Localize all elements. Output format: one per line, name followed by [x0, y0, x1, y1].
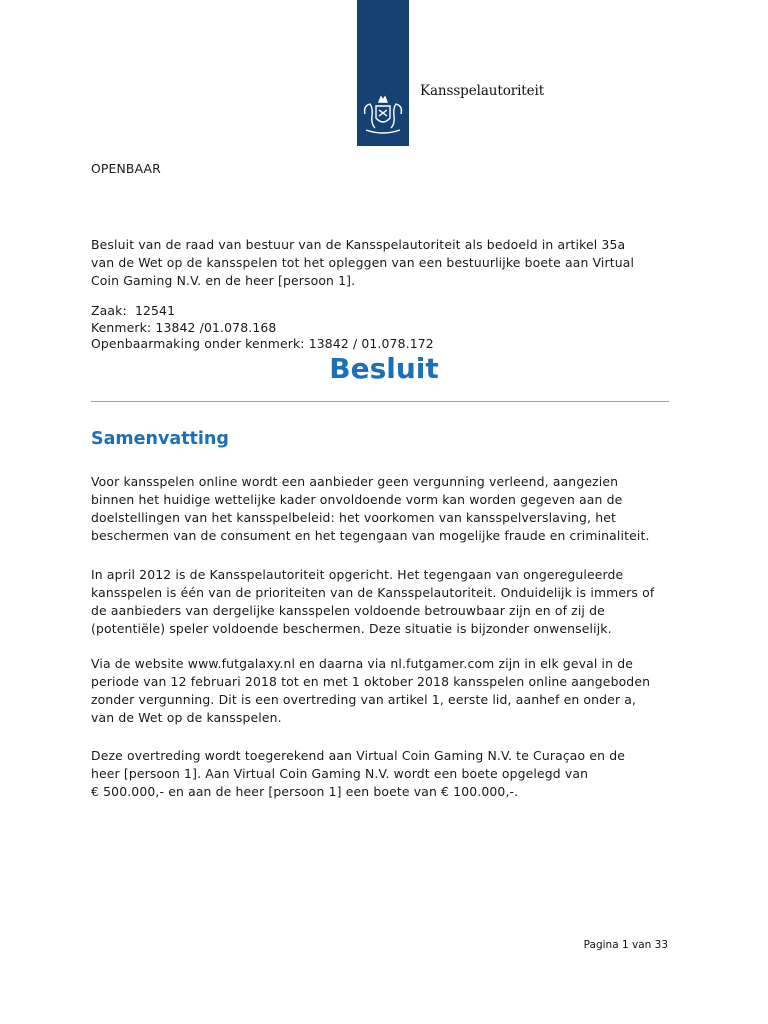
summary-paragraph-3: Via de website www.futgalaxy.nl en daarna via nl.futgamer.com zijn in elk geval in de periode van 12 februari 2018 tot en met 1 oktober 2018 kansspelen online aangeboden zonder vergunning. Dit is een overtreding van artikel 1, eerste lid, aanhef en onder a, van de Wet op de kansspelen. — [91, 656, 651, 725]
summary-paragraph-2: In april 2012 is de Kansspelautoriteit opgericht. Het tegengaan van ongereguleerde kansspelen is één van de prioriteiten van de Kansspelautoriteit. Onduidelijk is immers of de aanbieders van dergelijke kansspelen voldoende betrouwbaar zijn en of zij de (potentiële) speler voldoende beschermen. Deze situatie is bijzonder onwenselijk. — [91, 567, 655, 636]
case-number: Zaak: 12541 — [91, 303, 176, 318]
reference-block — [91, 303, 434, 353]
title-divider — [91, 401, 669, 402]
summary-paragraph-1: Voor kansspelen online wordt een aanbieder geen vergunning verleend, aangezien binnen het huidige wettelijke kader onvoldoende vorm kan worden gegeven aan de doelstellingen van het kansspelbeleid: het voorkomen van kansspelverslaving, het beschermen van de consument en het tegengaan van mogelijke fraude en criminaliteit. — [91, 474, 650, 543]
classification-label: OPENBAAR — [91, 161, 161, 176]
page-number: Pagina 1 van 33 — [583, 939, 668, 951]
kenmerk: Kenmerk: 13842 /01.078.168 — [91, 319, 277, 335]
coat-of-arms-icon — [357, 92, 409, 138]
organization-name: Kansspelautoriteit — [420, 83, 545, 99]
section-heading: Samenvatting — [91, 429, 229, 449]
document-title: Besluit — [329, 352, 439, 385]
publication-kenmerk: Openbaarmaking onder kenmerk: 13842 / 01.078.172 — [91, 336, 434, 351]
intro-paragraph: Besluit van de raad van bestuur van de Kansspelautoriteit als bedoeld in artikel 35a van de Wet op de kansspelen tot het opleggen van een bestuurlijke boete aan Virtual Coin Gaming N.V. en de heer [persoon 1]. — [91, 237, 635, 288]
summary-paragraph-4: Deze overtreding wordt toegerekend aan Virtual Coin Gaming N.V. te Curaçao en de heer [persoon 1]. Aan Virtual Coin Gaming N.V. wordt een boete opgelegd van € 500.000,- en aan de heer [persoon 1] een boete van € 100.000,-. — [91, 748, 626, 799]
